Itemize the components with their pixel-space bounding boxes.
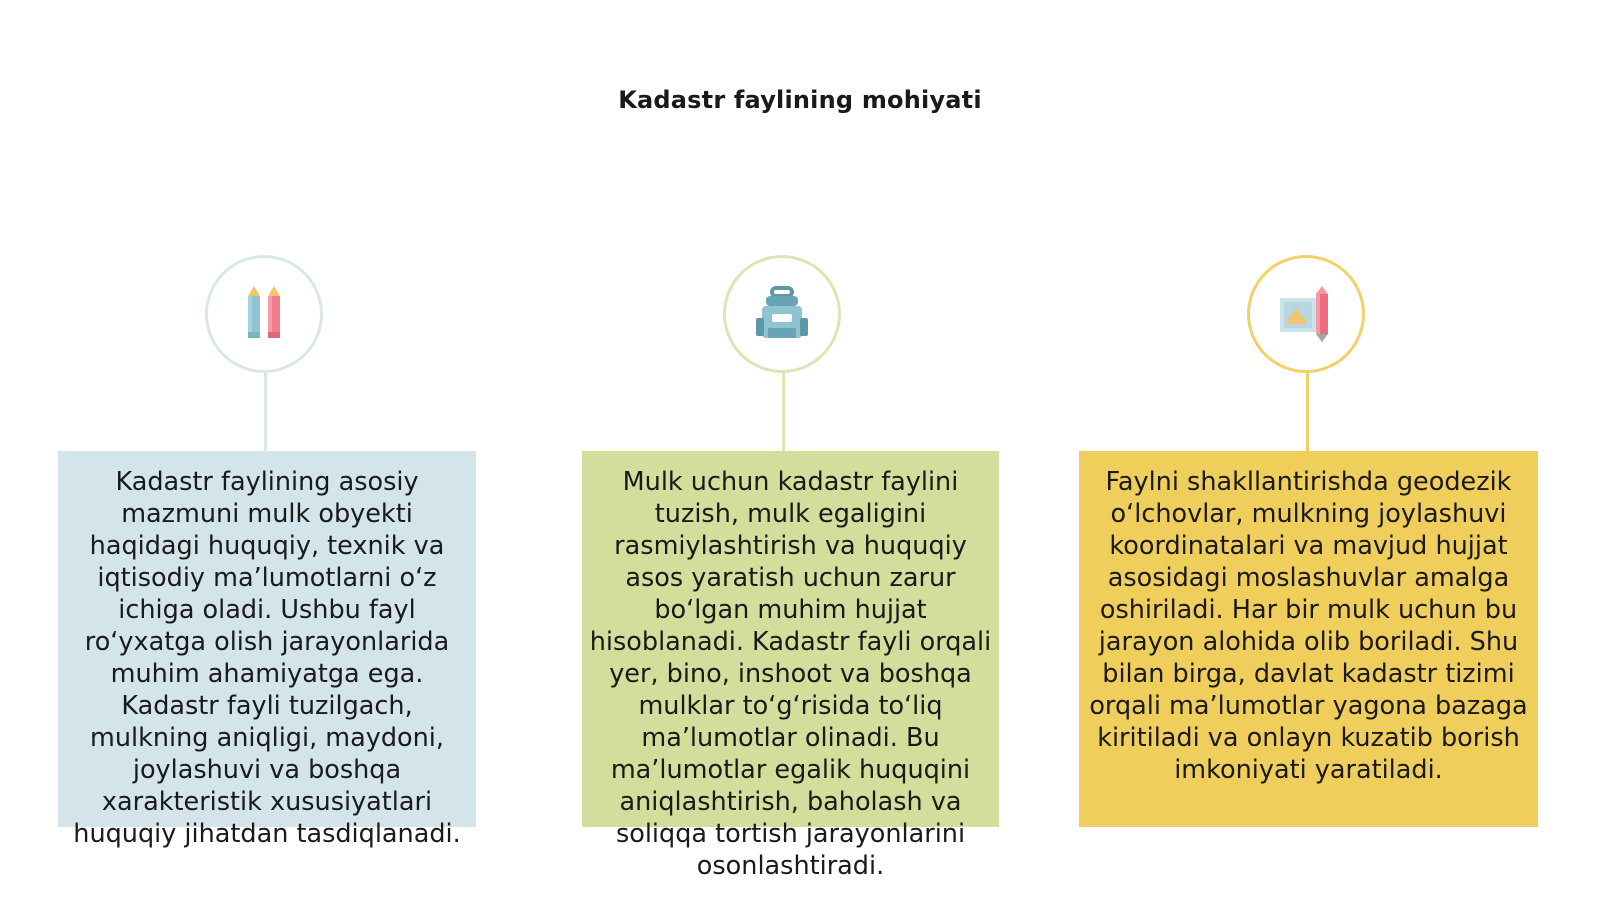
icon-ring-2 [723, 255, 841, 373]
connector-line-2 [782, 373, 785, 451]
icon-ring-1 [205, 255, 323, 373]
icon-ring-3 [1247, 255, 1365, 373]
picture-pencil-icon [1276, 284, 1336, 344]
card-text-2: Mulk uchun kadastr faylini tuzish, mulk egaligini rasmiylashtirish va huquqiy asos yaratish uchun zarur bo‘lgan muhim hujjat hisoblanadi. Kadastr fayli orqali yer, bino, inshoot va boshqa mulklar to‘g‘risida to‘liq ma’lumotlar olinadi. Bu ma’lumotlar egalik huquqini aniqlashtirish, baholash va soliqqa tortish jarayonlarini osonlashtiradi. [589, 467, 992, 881]
backpack-icon [752, 284, 812, 344]
card-text-1: Kadastr faylining asosiy mazmuni mulk obyekti haqidagi huquqiy, texnik va iqtisodiy ma’lumotlarni o‘z ichiga oladi. Ushbu fayl ro‘yxatga olish jarayonlarida muhim ahamiyatga ega. Kadastr fayli tuzilgach, mulkning aniqligi, maydoni, joylashuvi va boshqa xarakteristik xususiyatlari huquqiy jihatdan tasdiqlanadi. [73, 467, 461, 849]
pencils-icon [240, 284, 288, 344]
connector-line-3 [1306, 373, 1309, 451]
page-title: Kadastr faylining mohiyati [618, 86, 982, 114]
card-text-3: Faylni shakllantirishda geodezik o‘lchovlar, mulkning joylashuvi koordinatalari va mavjud hujjat asosidagi moslashuvlar amalga oshiriladi. Har bir mulk uchun bu jarayon alohida olib boriladi. Shu bilan birga, davlat kadastr tizimi orqali ma’lumotlar yagona bazaga kiritiladi va onlayn kuzatib borish imkoniyati yaratiladi. [1089, 467, 1528, 785]
connector-line-1 [264, 373, 267, 451]
